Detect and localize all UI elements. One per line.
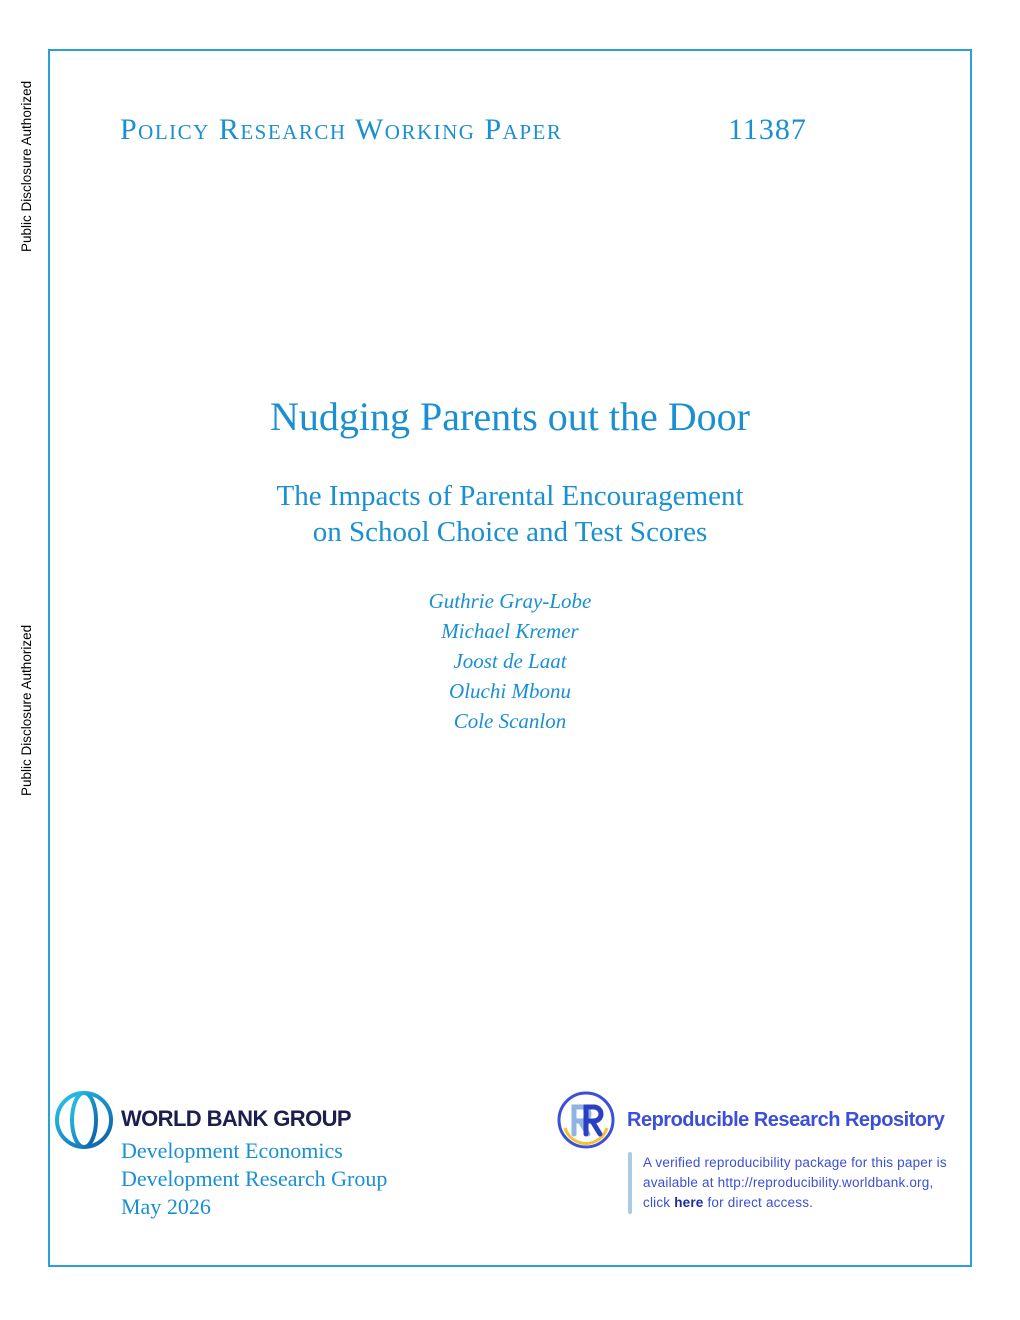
- rr-description: [643, 1153, 963, 1213]
- public-disclosure-label-middle: Public Disclosure Authorized: [19, 624, 34, 796]
- paper-subtitle: [0, 478, 1020, 550]
- paper-title: Nudging Parents out the Door: [270, 394, 750, 439]
- series-title: Policy Research Working Paper: [120, 113, 563, 146]
- author: Joost de Laat: [453, 649, 567, 673]
- globe-icon: [53, 1089, 115, 1151]
- author: Cole Scanlon: [453, 709, 567, 733]
- author: Michael Kremer: [441, 619, 579, 643]
- rr-here-link[interactable]: here: [674, 1195, 704, 1210]
- author: Guthrie Gray-Lobe: [428, 589, 592, 613]
- author-list: [0, 586, 1020, 736]
- publisher-info: [121, 1137, 387, 1221]
- date-line: May 2026: [121, 1194, 211, 1219]
- public-disclosure-label-top: Public Disclosure Authorized: [19, 80, 34, 252]
- subtitle-line-1: The Impacts of Parental Encouragement: [276, 480, 744, 512]
- rr-text-line-3: [643, 1193, 963, 1213]
- paper-number: 11387: [728, 113, 807, 146]
- rr-text-suffix: for direct access.: [703, 1195, 814, 1210]
- author: Oluchi Mbonu: [449, 679, 571, 703]
- department-line: Development Economics: [121, 1138, 343, 1163]
- rr-text-line-2: available at http://reproducibility.worldbank.org,: [643, 1175, 934, 1190]
- rr-logo-icon: [556, 1090, 616, 1150]
- rr-text-prefix: click: [643, 1195, 675, 1210]
- world-bank-group-name: WORLD BANK GROUP: [121, 1106, 351, 1131]
- rr-text-line-1: A verified reproducibility package for this paper is: [643, 1155, 947, 1170]
- rr-repository-name: Reproducible Research Repository: [627, 1109, 945, 1131]
- group-line: Development Research Group: [121, 1166, 388, 1191]
- subtitle-line-2: on School Choice and Test Scores: [312, 516, 708, 548]
- rr-divider-bar: [628, 1152, 632, 1214]
